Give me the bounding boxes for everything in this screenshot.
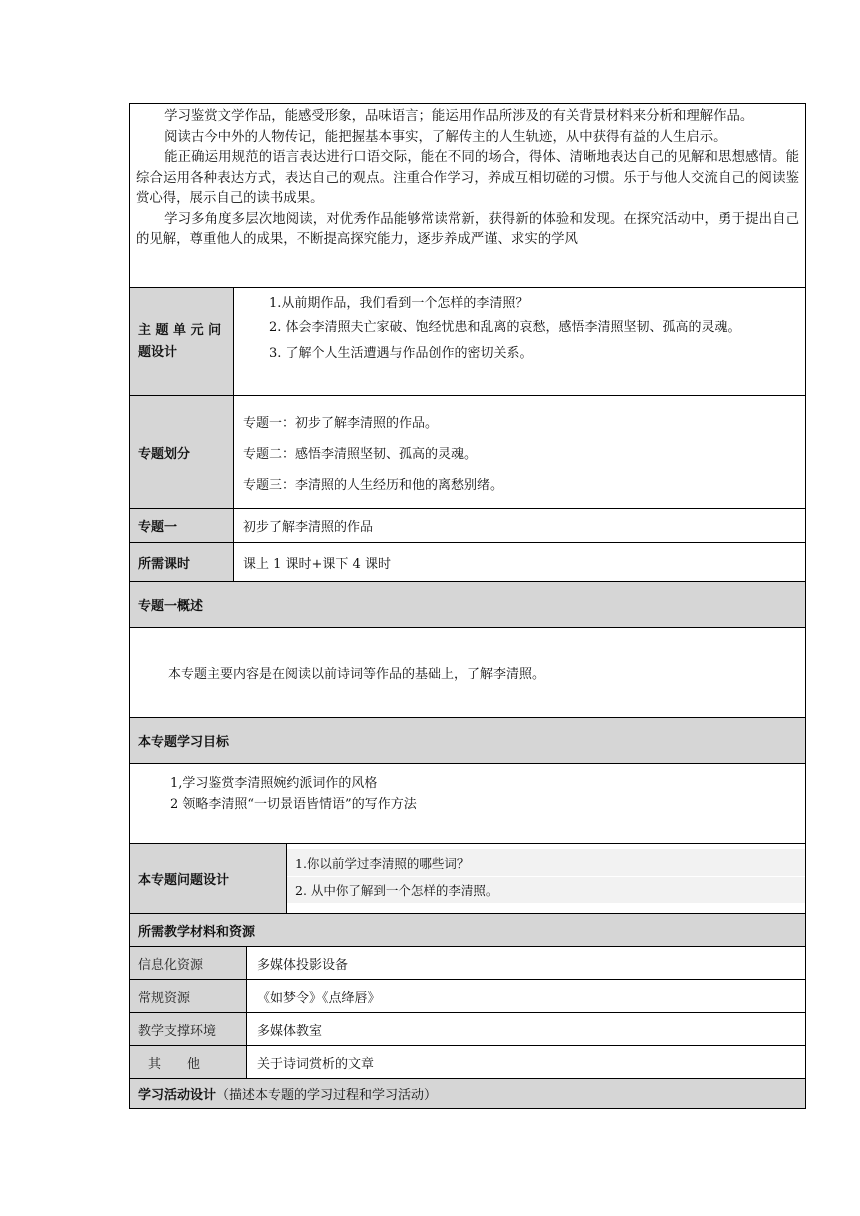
activity-label: 学习活动设计 bbox=[138, 1088, 217, 1103]
overview-header: 专题一概述 bbox=[129, 581, 806, 627]
topic-one-value: 初步了解李清照的作品 bbox=[243, 520, 374, 535]
resources-header: 所需教学材料和资源 bbox=[129, 913, 806, 946]
topic-one-row bbox=[129, 508, 806, 542]
goals-header: 本专题学习目标 bbox=[129, 717, 806, 763]
topic-question-item: 2. 从中你了解到一个怎样的李清照。 bbox=[287, 876, 805, 903]
topic-item: 专题一：初步了解李清照的作品。 bbox=[243, 416, 439, 431]
goals-list bbox=[129, 763, 806, 843]
lesson-plan-table bbox=[129, 103, 806, 1109]
resource-row bbox=[129, 979, 806, 1012]
topic-questions-row bbox=[129, 843, 806, 913]
resource-value: 《如梦令》《点绛唇》 bbox=[257, 990, 381, 1006]
objective-paragraph: 能正确运用规范的语言表达进行口语交际，能在不同的场合，得体、清晰地表达自己的见解和思想感情。能综合运用各种表达方式，表达自己的观点。注重合作学习，养成互相切磋的习惯。乐于与他人交流自己的阅读鉴赏心得，展示自己的读书成果。 bbox=[136, 150, 799, 206]
unit-questions-list bbox=[234, 288, 805, 395]
topic-division-list bbox=[234, 396, 805, 508]
resource-label: 其 他 bbox=[130, 1046, 247, 1078]
unit-question-item: 2. 体会李清照夫亡家破、饱经忧患和乱离的哀愁，感悟李清照坚韧、孤高的灵魂。 bbox=[269, 320, 741, 335]
topic-one-label: 专题一 bbox=[130, 509, 234, 542]
class-hours-value: 课上 1 课时+课下 4 课时 bbox=[243, 556, 391, 572]
topic-item: 专题三：李清照的人生经历和他的离愁别绪。 bbox=[243, 478, 504, 493]
unit-questions-row bbox=[129, 287, 806, 395]
resource-value: 关于诗词赏析的文章 bbox=[257, 1056, 375, 1072]
unit-question-item: 3. 了解个人生活遭遇与作品创作的密切关系。 bbox=[269, 346, 533, 361]
resource-value: 多媒体投影设备 bbox=[257, 957, 349, 973]
unit-question-item: 1.从前期作品，我们看到一个怎样的李清照？ bbox=[269, 296, 529, 311]
resource-label: 教学支撑环境 bbox=[130, 1013, 247, 1045]
resource-row bbox=[129, 1045, 806, 1078]
topic-item: 专题二：感悟李清照坚韧、孤高的灵魂。 bbox=[243, 447, 478, 462]
activity-header bbox=[129, 1078, 806, 1109]
objective-paragraph: 学习鉴赏文学作品，能感受形象，品味语言；能运用作品所涉及的有关背景材料来分析和理解作品。 bbox=[164, 109, 754, 124]
activity-note: （描述本专题的学习过程和学习活动） bbox=[216, 1088, 438, 1103]
class-hours-row bbox=[129, 542, 806, 581]
goal-item: 1,学习鉴赏李清照婉约派词作的风格 bbox=[170, 776, 378, 791]
goal-item: 2 领略李清照“一切景语皆情语”的写作方法 bbox=[170, 797, 417, 812]
topic-division-row bbox=[129, 395, 806, 508]
topic-questions-label: 本专题问题设计 bbox=[130, 844, 287, 913]
topic-question-item: 1.你以前学过李清照的哪些词？ bbox=[287, 849, 805, 876]
resource-row bbox=[129, 1012, 806, 1045]
resource-row bbox=[129, 946, 806, 979]
objective-paragraph: 阅读古今中外的人物传记，能把握基本事实，了解传主的人生轨迹，从中获得有益的人生启示。 bbox=[164, 129, 727, 145]
class-hours-label: 所需课时 bbox=[130, 543, 234, 581]
topic-questions-list bbox=[287, 844, 805, 913]
course-objectives bbox=[129, 103, 806, 287]
topic-division-label: 专题划分 bbox=[130, 396, 234, 508]
unit-questions-label: 主 题 单 元 问 题设计 bbox=[130, 288, 234, 395]
objective-paragraph: 学习多角度多层次地阅读，对优秀作品能够常读常新，获得新的体验和发现。在探究活动中，勇于提出自己的见解，尊重他人的成果，不断提高探究能力，逐步养成严谨、求实的学风 bbox=[136, 211, 799, 247]
resource-label: 常规资源 bbox=[130, 980, 247, 1012]
resource-value: 多媒体教室 bbox=[257, 1023, 323, 1039]
overview-text: 本专题主要内容是在阅读以前诗词等作品的基础上，了解李清照。 bbox=[129, 627, 806, 717]
resource-label: 信息化资源 bbox=[130, 947, 247, 979]
